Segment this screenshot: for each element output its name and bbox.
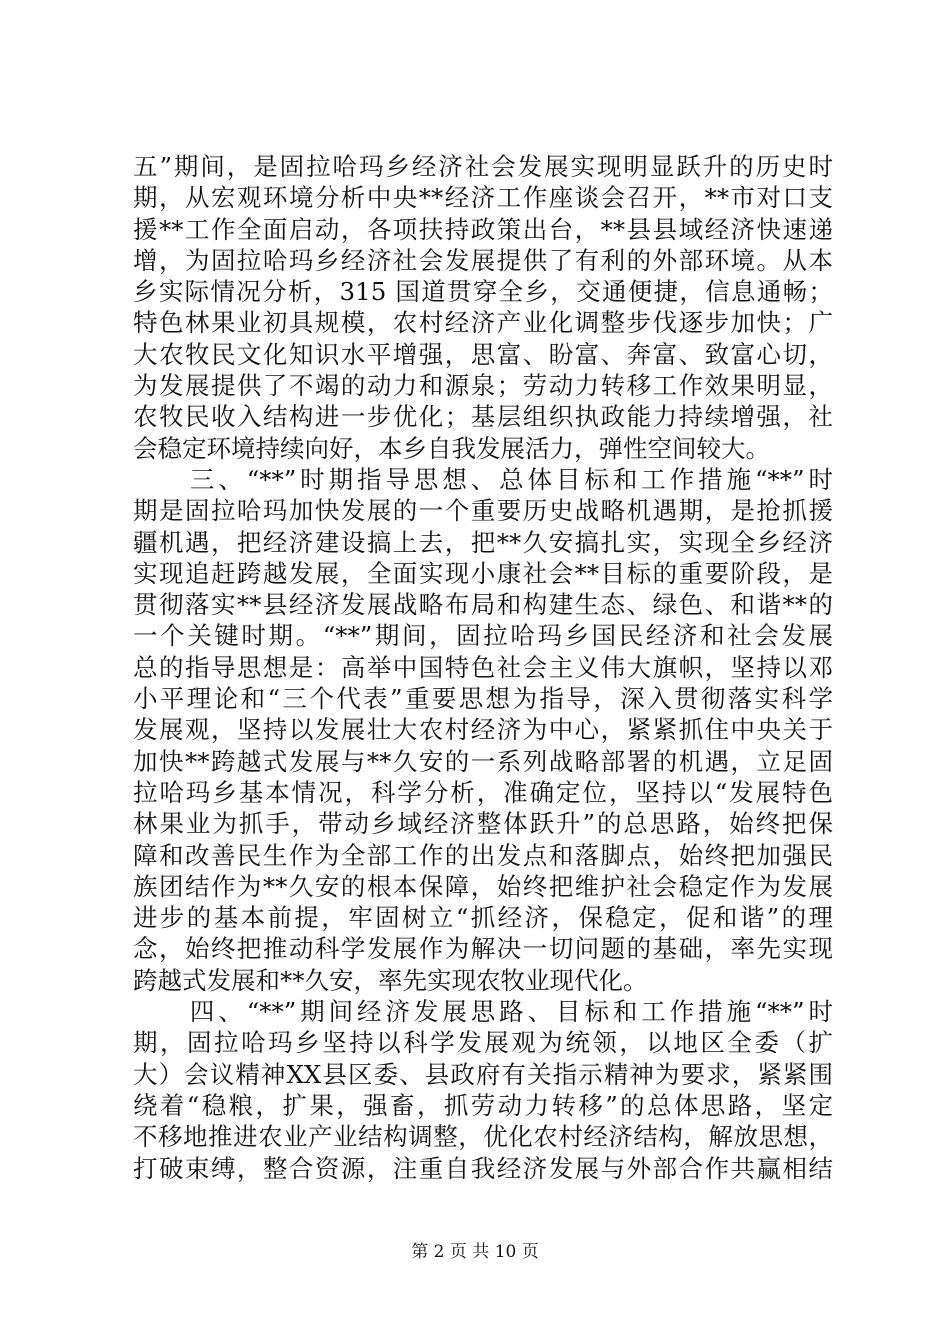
text-line: 大农牧民文化知识水平增强，思富、盼富、奔富、致富心切，	[133, 339, 833, 369]
page-number-label: 第 2 页 共 10 页	[411, 1242, 539, 1262]
text-line: 不移地推进农业产业结构调整，优化农村经济结构，解放思想，	[133, 1122, 833, 1152]
text-line: 总的指导思想是：高举中国特色社会主义伟大旗帜，坚持以邓	[133, 652, 833, 682]
text-line: 念，始终把推动科学发展作为解决一切问题的基础，率先实现	[133, 934, 833, 964]
page-footer	[0, 1242, 950, 1262]
text-line: 三、“**”时期指导思想、总体目标和工作措施“**”时	[133, 464, 833, 494]
text-line: 农牧民收入结构进一步优化；基层组织执政能力持续增强，社	[133, 402, 833, 432]
text-line: 族团结作为**久安的根本保障，始终把维护社会稳定作为发展	[133, 871, 833, 901]
text-line: 打破束缚，整合资源，注重自我经济发展与外部合作共赢相结	[133, 1153, 833, 1183]
text-line: 会稳定环境持续向好，本乡自我发展活力，弹性空间较大。	[133, 433, 770, 463]
text-line: 疆机遇，把经济建设搞上去，把**久安搞扎实，实现全乡经济	[133, 527, 833, 557]
text-line: 实现追赶跨越发展，全面实现小康社会**目标的重要阶段，是	[133, 558, 833, 588]
text-line: 小平理论和“三个代表”重要思想为指导，深入贯彻落实科学	[133, 684, 833, 714]
text-line: 加快**跨越式发展与**久安的一系列战略部署的机遇，立足固	[133, 746, 833, 776]
text-line: 跨越式发展和**久安，率先实现农牧业现代化。	[133, 965, 648, 995]
text-line: 四、“**”期间经济发展思路、目标和工作措施“**”时	[133, 997, 833, 1027]
text-line: 为发展提供了不竭的动力和源泉；劳动力转移工作效果明显，	[133, 371, 833, 401]
text-line: 期是固拉哈玛加快发展的一个重要历史战略机遇期，是抢抓援	[133, 496, 833, 526]
text-line: 期，固拉哈玛乡坚持以科学发展观为统领，以地区全委（扩	[133, 1028, 833, 1058]
text-line: 拉哈玛乡基本情况，科学分析，准确定位，坚持以“发展特色	[133, 777, 833, 807]
text-line: 林果业为抓手，带动乡域经济整体跃升”的总思路，始终把保	[133, 809, 833, 839]
text-line: 贯彻落实**县经济发展战略布局和构建生态、绿色、和谐**的	[133, 590, 833, 620]
text-line: 进步的基本前提，牢固树立“抓经济，保稳定，促和谐”的理	[133, 903, 833, 933]
text-line: 乡实际情况分析，315 国道贯穿全乡，交通便捷，信息通畅；	[133, 277, 833, 307]
text-line: 障和改善民生作为全部工作的出发点和落脚点，始终把加强民	[133, 840, 833, 870]
text-line: 五”期间，是固拉哈玛乡经济社会发展实现明显跃升的历史时	[133, 152, 833, 181]
text-line: 发展观，坚持以发展壮大农村经济为中心，紧紧抓住中央关于	[133, 715, 833, 745]
text-line: 特色林果业初具规模，农村经济产业化调整步伐逐步加快；广	[133, 308, 833, 338]
text-line: 援**工作全面启动，各项扶持政策出台，**县县域经济快速递	[133, 214, 833, 244]
document-body	[133, 151, 833, 1184]
text-line: 增，为固拉哈玛乡经济社会发展提供了有利的外部环境。从本	[133, 245, 833, 275]
text-line: 大）会议精神XX县区委、县政府有关指示精神为要求，紧紧围	[133, 1059, 833, 1089]
text-line: 期，从宏观环境分析中央**经济工作座谈会召开，**市对口支	[133, 183, 833, 213]
text-line: 一个关键时期。“**”期间，固拉哈玛乡国民经济和社会发展	[133, 621, 833, 651]
text-line: 绕着“稳粮，扩果，强畜，抓劳动力转移”的总体思路，坚定	[133, 1090, 833, 1120]
